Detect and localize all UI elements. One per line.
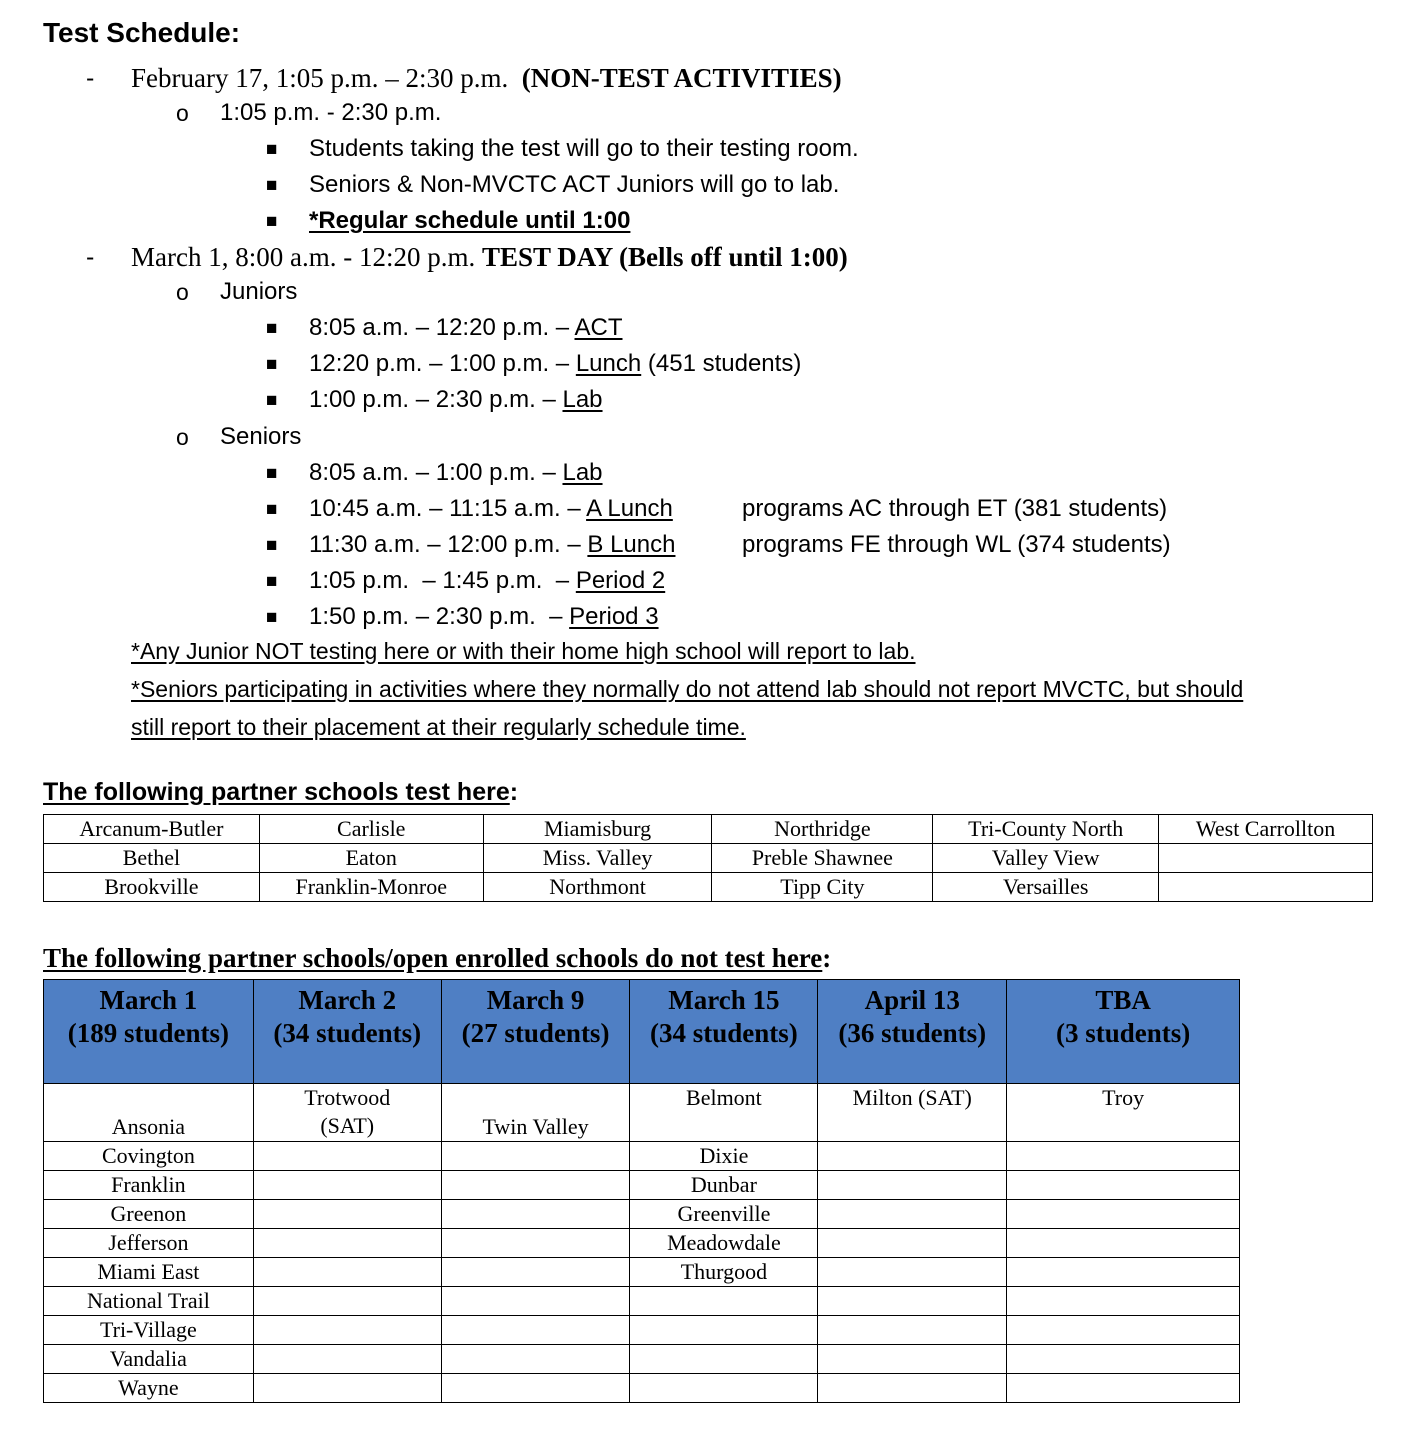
circle-bullet: o bbox=[176, 424, 189, 450]
square-bullet: ■ bbox=[266, 571, 278, 592]
dash-bullet: - bbox=[86, 243, 95, 271]
feb-sub-time: 1:05 p.m. - 2:30 p.m. bbox=[220, 99, 442, 126]
partners-here-heading: The following partner schools test here: bbox=[43, 778, 519, 806]
square-bullet: ■ bbox=[266, 390, 278, 411]
table-cell: Miss. Valley bbox=[483, 844, 712, 873]
square-bullet: ■ bbox=[266, 354, 278, 375]
table-cell: Troy bbox=[1007, 1084, 1240, 1142]
table-cell: National Trail bbox=[44, 1287, 254, 1316]
table-cell: Brookville bbox=[44, 873, 260, 902]
table-cell bbox=[1007, 1374, 1240, 1403]
table-cell: Greenville bbox=[630, 1200, 818, 1229]
table-cell bbox=[253, 1345, 441, 1374]
senior-item: 10:45 a.m. – 11:15 a.m. – A Lunch bbox=[309, 495, 673, 522]
circle-bullet: o bbox=[176, 100, 189, 126]
table-body bbox=[44, 1142, 1240, 1403]
table-cell bbox=[1007, 1287, 1240, 1316]
table-cell: Milton (SAT) bbox=[818, 1084, 1007, 1142]
table-cell: Vandalia bbox=[44, 1345, 254, 1374]
table-row bbox=[44, 1200, 1240, 1229]
feb-label: (NON-TEST ACTIVITIES) bbox=[521, 63, 842, 93]
feb-date-line bbox=[131, 65, 842, 92]
table-cell bbox=[1007, 1142, 1240, 1171]
table-cell bbox=[630, 1345, 818, 1374]
table-cell: Miamisburg bbox=[483, 815, 712, 844]
square-bullet: ■ bbox=[266, 211, 278, 232]
table-cell bbox=[1159, 873, 1373, 902]
square-bullet: ■ bbox=[266, 535, 278, 556]
table-cell bbox=[630, 1287, 818, 1316]
note-juniors: *Any Junior NOT testing here or with their home high school will report to lab. bbox=[131, 638, 916, 664]
feb-item-regular: *Regular schedule until 1:00 bbox=[309, 207, 631, 234]
square-bullet: ■ bbox=[266, 463, 278, 484]
table-cell bbox=[441, 1142, 630, 1171]
table-cell bbox=[441, 1171, 630, 1200]
table-cell bbox=[818, 1374, 1007, 1403]
column-header: March 1 (189 students) bbox=[44, 980, 254, 1084]
table-cell: Carlisle bbox=[259, 815, 483, 844]
junior-item: 8:05 a.m. – 12:20 p.m. – ACT bbox=[309, 314, 623, 341]
table-cell: Ansonia bbox=[44, 1084, 254, 1142]
table-cell bbox=[441, 1345, 630, 1374]
table-cell bbox=[818, 1229, 1007, 1258]
table-cell bbox=[1007, 1316, 1240, 1345]
table-header-row bbox=[44, 980, 1240, 1084]
table-cell bbox=[253, 1258, 441, 1287]
table-cell: Miami East bbox=[44, 1258, 254, 1287]
table-row bbox=[44, 1171, 1240, 1200]
table-cell: Twin Valley bbox=[441, 1084, 630, 1142]
table-cell: Dixie bbox=[630, 1142, 818, 1171]
square-bullet: ■ bbox=[266, 318, 278, 339]
partners-not-here-table bbox=[43, 979, 1240, 1403]
table-cell bbox=[253, 1374, 441, 1403]
column-header: March 15 (34 students) bbox=[630, 980, 818, 1084]
table-cell bbox=[818, 1258, 1007, 1287]
table-cell: Northridge bbox=[712, 815, 933, 844]
table-cell: Franklin bbox=[44, 1171, 254, 1200]
table-row bbox=[44, 1229, 1240, 1258]
table-cell bbox=[253, 1287, 441, 1316]
dash-bullet: - bbox=[86, 64, 95, 92]
table-cell bbox=[441, 1287, 630, 1316]
table-row bbox=[44, 873, 1373, 902]
table-cell bbox=[818, 1200, 1007, 1229]
table-cell bbox=[441, 1374, 630, 1403]
table-row bbox=[44, 1287, 1240, 1316]
table-cell: Trotwood (SAT) bbox=[253, 1084, 441, 1142]
senior-item-extra: programs AC through ET (381 students) bbox=[742, 495, 1168, 522]
table-cell: Jefferson bbox=[44, 1229, 254, 1258]
table-cell: Greenon bbox=[44, 1200, 254, 1229]
seniors-label: Seniors bbox=[220, 423, 302, 450]
table-cell: Eaton bbox=[259, 844, 483, 873]
table-cell bbox=[253, 1316, 441, 1345]
table-cell bbox=[441, 1229, 630, 1258]
table-cell: Franklin-Monroe bbox=[259, 873, 483, 902]
table-cell bbox=[818, 1171, 1007, 1200]
table-cell: Tri-County North bbox=[933, 815, 1159, 844]
table-cell: Belmont bbox=[630, 1084, 818, 1142]
partners-not-here-heading: The following partner schools/open enrolled schools do not test here: bbox=[43, 943, 832, 973]
table-cell: Tipp City bbox=[712, 873, 933, 902]
table-cell: Arcanum-Butler bbox=[44, 815, 260, 844]
table-row bbox=[44, 1142, 1240, 1171]
mar-date-line bbox=[131, 244, 848, 271]
square-bullet: ■ bbox=[266, 139, 278, 160]
table-cell bbox=[1159, 844, 1373, 873]
table-cell bbox=[253, 1229, 441, 1258]
circle-bullet: o bbox=[176, 279, 189, 305]
feb-date: February 17, 1:05 p.m. – 2:30 p.m. bbox=[131, 63, 509, 93]
senior-item: 1:50 p.m. – 2:30 p.m. – Period 3 bbox=[309, 603, 659, 630]
table-row bbox=[44, 1345, 1240, 1374]
senior-item: 11:30 a.m. – 12:00 p.m. – B Lunch bbox=[309, 531, 676, 558]
column-header: TBA (3 students) bbox=[1007, 980, 1240, 1084]
table-cell bbox=[1007, 1345, 1240, 1374]
senior-item: 8:05 a.m. – 1:00 p.m. – Lab bbox=[309, 459, 603, 486]
table-cell: Thurgood bbox=[630, 1258, 818, 1287]
feb-item: Seniors & Non-MVCTC ACT Juniors will go to lab. bbox=[309, 171, 840, 198]
table-cell: Wayne bbox=[44, 1374, 254, 1403]
table-cell: Covington bbox=[44, 1142, 254, 1171]
table-cell bbox=[253, 1200, 441, 1229]
partners-here-table bbox=[43, 814, 1373, 902]
table-cell: Dunbar bbox=[630, 1171, 818, 1200]
table-row bbox=[44, 815, 1373, 844]
table-cell bbox=[253, 1142, 441, 1171]
mar-label: TEST DAY (Bells off until 1:00) bbox=[481, 242, 848, 272]
table-cell bbox=[441, 1200, 630, 1229]
column-header: April 13 (36 students) bbox=[818, 980, 1007, 1084]
table-cell bbox=[1007, 1229, 1240, 1258]
junior-item: 1:00 p.m. – 2:30 p.m. – Lab bbox=[309, 386, 603, 413]
table-cell: Northmont bbox=[483, 873, 712, 902]
table-cell bbox=[818, 1287, 1007, 1316]
page-title: Test Schedule: bbox=[43, 17, 241, 48]
square-bullet: ■ bbox=[266, 499, 278, 520]
table-cell: Valley View bbox=[933, 844, 1159, 873]
juniors-label: Juniors bbox=[220, 278, 298, 305]
table-row bbox=[44, 1316, 1240, 1345]
column-header: March 2 (34 students) bbox=[253, 980, 441, 1084]
table-cell bbox=[1007, 1200, 1240, 1229]
square-bullet: ■ bbox=[266, 175, 278, 196]
table-cell bbox=[818, 1316, 1007, 1345]
table-row bbox=[44, 844, 1373, 873]
mar-date: March 1, 8:00 a.m. - 12:20 p.m. bbox=[131, 242, 476, 272]
junior-item: 12:20 p.m. – 1:00 p.m. – Lunch (451 students) bbox=[309, 350, 802, 377]
table-cell bbox=[441, 1316, 630, 1345]
table-cell: West Carrollton bbox=[1159, 815, 1373, 844]
table-row bbox=[44, 1374, 1240, 1403]
note-seniors-cont: still report to their placement at their regularly schedule time. bbox=[131, 714, 746, 740]
senior-item-extra: programs FE through WL (374 students) bbox=[742, 531, 1171, 558]
table-cell bbox=[818, 1345, 1007, 1374]
table-cell bbox=[630, 1374, 818, 1403]
column-header: March 9 (27 students) bbox=[441, 980, 630, 1084]
table-cell bbox=[1007, 1171, 1240, 1200]
table-cell bbox=[1007, 1258, 1240, 1287]
table-cell bbox=[818, 1142, 1007, 1171]
square-bullet: ■ bbox=[266, 607, 278, 628]
table-cell bbox=[253, 1171, 441, 1200]
table-cell: Versailles bbox=[933, 873, 1159, 902]
table-cell: Tri-Village bbox=[44, 1316, 254, 1345]
table-cell bbox=[630, 1316, 818, 1345]
table-row bbox=[44, 1084, 1240, 1142]
table-cell bbox=[441, 1258, 630, 1287]
table-cell: Bethel bbox=[44, 844, 260, 873]
senior-item: 1:05 p.m. – 1:45 p.m. – Period 2 bbox=[309, 567, 666, 594]
note-seniors: *Seniors participating in activities where they normally do not attend lab should not report MVCTC, but should bbox=[131, 676, 1244, 702]
table-row bbox=[44, 1258, 1240, 1287]
feb-item: Students taking the test will go to their testing room. bbox=[309, 135, 859, 162]
table-cell: Meadowdale bbox=[630, 1229, 818, 1258]
table-cell: Preble Shawnee bbox=[712, 844, 933, 873]
